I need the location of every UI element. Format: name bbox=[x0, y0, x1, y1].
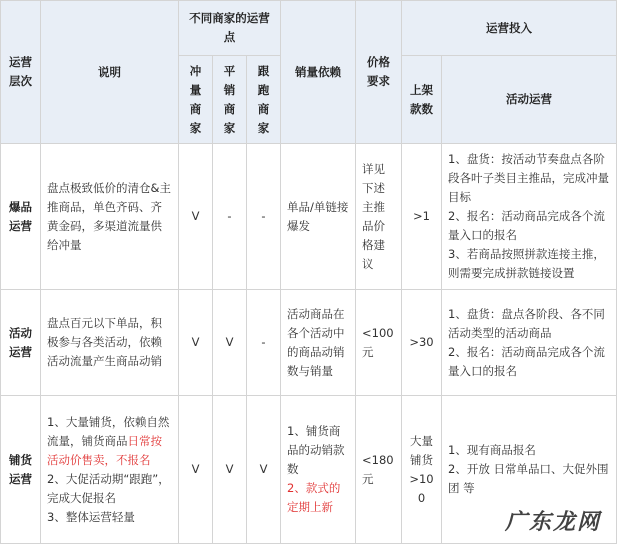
ping-cell: - bbox=[213, 144, 247, 290]
table-row bbox=[1, 290, 617, 396]
ping-cell: V bbox=[213, 290, 247, 396]
header-merchant-group: 不同商家的运营点 bbox=[179, 1, 281, 56]
activity-line: 1、现有商品报名 bbox=[448, 443, 536, 457]
header-price: 价格要求 bbox=[356, 1, 402, 144]
activity-line: 3、若商品按照拼款连接主推，则需要完成拼款链接设置 bbox=[448, 247, 605, 280]
ping-cell: V bbox=[213, 396, 247, 544]
activity-line: 1、盘货：盘点各阶段、各不同活动类型的活动商品 bbox=[448, 306, 605, 340]
header-desc: 说明 bbox=[41, 1, 179, 144]
chong-cell: V bbox=[179, 290, 213, 396]
gen-cell: V bbox=[247, 396, 281, 544]
desc-cell: 盘点百元以下单品，积极参与各类活动，依赖活动流量产生商品动销 bbox=[41, 290, 179, 396]
listing-cell: >30 bbox=[402, 290, 442, 396]
price-cell: <100元 bbox=[356, 290, 402, 396]
header-level: 运营层次 bbox=[1, 1, 41, 144]
header-invest-group: 运营投入 bbox=[402, 1, 617, 56]
listing-cell: >1 bbox=[402, 144, 442, 290]
sales-cell bbox=[281, 396, 356, 544]
sales-highlight: 2、款式的定期上新 bbox=[287, 481, 341, 514]
header-chong: 冲量商家 bbox=[179, 56, 213, 144]
activity-cell bbox=[442, 144, 617, 290]
site-watermark: 广东龙网 bbox=[504, 510, 601, 535]
header-ping: 平销商家 bbox=[213, 56, 247, 144]
activity-line: 2、报名：活动商品完成各个流量入口的报名 bbox=[448, 209, 605, 242]
desc-cell bbox=[41, 396, 179, 544]
level-cell: 铺货运营 bbox=[1, 396, 41, 544]
header-activity: 活动运营 bbox=[442, 56, 617, 144]
desc-highlight: 日常按活动价售卖，不报名 bbox=[47, 433, 162, 467]
header-gen: 跟跑商家 bbox=[247, 56, 281, 144]
header-sales: 销量依赖 bbox=[281, 1, 356, 144]
price-cell: 详见下述主推品价格建议 bbox=[356, 144, 402, 290]
table-row bbox=[1, 144, 617, 290]
desc-line: 1、大量铺货，依赖自然流量，铺货商品 bbox=[47, 414, 170, 448]
sales-cell: 单品/单链接爆发 bbox=[281, 144, 356, 290]
activity-line: 1、盘货：按活动节奏盘点各阶段各叶子类目主推品，完成冲量目标 bbox=[448, 152, 609, 204]
desc-line: 2、大促活动期“跟跑”，完成大促报名 bbox=[47, 471, 170, 505]
desc-cell: 盘点极致低价的清仓&主推商品，单色齐码、齐黄金码，多渠道流量供给冲量 bbox=[41, 144, 179, 290]
activity-cell bbox=[442, 290, 617, 396]
level-cell: 爆品运营 bbox=[1, 144, 41, 290]
desc-line: 3、整体运营轻量 bbox=[47, 509, 135, 524]
listing-cell: 大量铺货>100 bbox=[402, 396, 442, 544]
chong-cell: V bbox=[179, 144, 213, 290]
header-listing: 上架款数 bbox=[402, 56, 442, 144]
gen-cell: - bbox=[247, 144, 281, 290]
sales-line: 1、铺货商品的动销款数 bbox=[287, 424, 345, 476]
level-cell: 活动运营 bbox=[1, 290, 41, 396]
sales-cell: 活动商品在各个活动中的商品动销数与销量 bbox=[281, 290, 356, 396]
chong-cell: V bbox=[179, 396, 213, 544]
activity-line: 2、报名：活动商品完成各个流量入口的报名 bbox=[448, 344, 605, 378]
activity-line: 2、开放 日常单品口、大促外围团 等 bbox=[448, 462, 609, 495]
gen-cell: - bbox=[247, 290, 281, 396]
price-cell: <180元 bbox=[356, 396, 402, 544]
